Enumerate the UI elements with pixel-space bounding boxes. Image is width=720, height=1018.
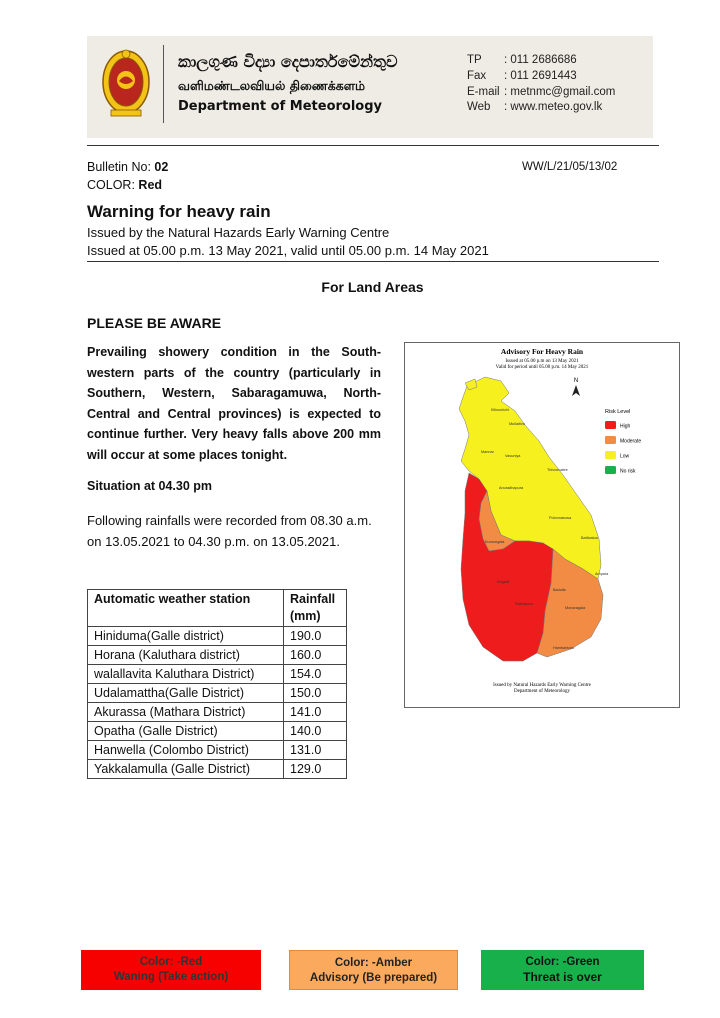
legend-swatch	[605, 436, 616, 444]
contact-label-tp: TP	[467, 54, 482, 66]
table-row	[88, 646, 347, 665]
rainfall-table	[87, 589, 347, 779]
map-issued: Issued at 05.00 p.m on 13 May 2021	[505, 359, 579, 364]
color-key-red	[81, 950, 261, 990]
legend-title: Risk Level	[605, 409, 631, 415]
district-label: Badulla	[553, 588, 566, 592]
org-name-english: Department of Meteorology	[178, 99, 383, 114]
org-name-tamil: வளிமண்டலவியல் திணைக்களம்	[178, 78, 366, 93]
section-heading: For Land Areas	[321, 279, 424, 295]
map-legend	[605, 409, 630, 415]
station-cell: Hanwella (Colombo District)	[88, 741, 284, 760]
district-label: Ratnapura	[515, 602, 533, 606]
table-row	[88, 703, 347, 722]
table-row	[88, 760, 347, 779]
north-label: N	[573, 378, 579, 384]
station-cell: Udalamattha(Galle District)	[88, 684, 284, 703]
color-key-green	[481, 950, 644, 990]
legend-swatch	[605, 421, 616, 429]
contact-label-fax: Fax	[467, 70, 487, 82]
legend-label: No risk	[620, 468, 636, 475]
color-key-green-desc: Threat is over	[523, 970, 602, 984]
sri-lanka-emblem-icon	[101, 48, 151, 120]
bulletin-reference: WW/L/21/05/13/02	[522, 161, 618, 173]
warning-title: Warning for heavy rain	[87, 202, 271, 221]
station-cell: Opatha (Galle District)	[88, 722, 284, 741]
table-row	[88, 627, 347, 646]
rainfall-cell: 140.0	[284, 722, 347, 741]
map-title: Advisory For Heavy Rain	[500, 347, 584, 356]
aware-heading: PLEASE BE AWARE	[87, 315, 222, 331]
legend-items	[605, 421, 641, 475]
column-header-station: Automatic weather station	[88, 590, 284, 627]
bulletin-number-label: Bulletin No:	[87, 160, 151, 174]
district-label: Hambantota	[553, 646, 574, 650]
legend-label: Low	[620, 453, 630, 460]
island-map	[459, 377, 603, 661]
district-label: Kegalle	[497, 580, 510, 584]
table-row	[88, 741, 347, 760]
bulletin-color-label: COLOR:	[87, 178, 135, 192]
rainfall-cell: 129.0	[284, 760, 347, 779]
column-header-rainfall: Rainfall (mm)	[284, 590, 347, 627]
rainfall-cell: 131.0	[284, 741, 347, 760]
divider	[87, 261, 659, 262]
rainfall-intro: Following rainfalls were recorded from 08.30 a.m. on 13.05.2021 to 04.30 p.m. on 13.05.2021.	[87, 513, 372, 549]
org-name-sinhala: කාලගුණ විද්‍යා දෙපාර්තමේන්තුව	[178, 52, 398, 71]
color-key-red-desc: Waning (Take action)	[113, 971, 229, 983]
district-label: Mannar	[481, 450, 494, 454]
north-arrow-icon	[572, 378, 580, 396]
rainfall-cell: 141.0	[284, 703, 347, 722]
contact-label-email: E-mail	[467, 86, 500, 98]
color-key-red-title: Color: -Red	[139, 956, 203, 968]
station-cell: Yakkalamulla (Galle District)	[88, 760, 284, 779]
contact-value-web[interactable]: : www.meteo.gov.lk	[504, 101, 603, 113]
situation-heading: Situation at 04.30 pm	[87, 479, 213, 493]
legend-swatch	[605, 466, 616, 474]
header-divider	[163, 45, 164, 123]
bulletin-color	[87, 178, 162, 192]
district-label: Monaragala	[565, 606, 586, 610]
warning-body: Prevailing showery condition in the South-western parts of the country (particularly in Southern, Western, Sabaragamuwa, North-Central and Central provinces) is expected to continue further. Very heavy falls above 200 mm will occur at some places tonight.	[87, 345, 381, 462]
color-key-amber-title: Color: -Amber	[334, 957, 413, 969]
contact-value-fax: : 011 2691443	[504, 70, 577, 82]
contact-value-tp: : 011 2686686	[504, 54, 577, 66]
bulletin-number-value: 02	[154, 160, 169, 174]
color-key-green-title: Color: -Green	[525, 956, 600, 968]
table-row	[88, 684, 347, 703]
issued-at: Issued at 05.00 p.m. 13 May 2021, valid until 05.00 p.m. 14 May 2021	[87, 243, 489, 258]
station-cell: Akurassa (Mathara District)	[88, 703, 284, 722]
station-cell: Hiniduma(Galle district)	[88, 627, 284, 646]
district-label: Ampara	[595, 572, 609, 576]
divider	[87, 145, 659, 146]
district-label: Anuradhapura	[499, 486, 524, 490]
legend-label: High	[620, 423, 631, 430]
map-valid: Valid for period until 05.00 p.m. 14 May 2021	[495, 365, 589, 370]
map-footer-department: Department of Meteorology	[513, 689, 571, 694]
legend-swatch	[605, 451, 616, 459]
contact-value-email[interactable]: : metnmc@gmail.com	[504, 86, 616, 98]
map-footer-centre: Issued by Natural Hazards Early Warning Centre	[493, 683, 591, 688]
district-label: Polonnaruwa	[549, 516, 572, 520]
table-header-row	[88, 590, 347, 627]
bulletin-number	[87, 160, 168, 174]
rainfall-cell: 154.0	[284, 665, 347, 684]
rainfall-cell: 160.0	[284, 646, 347, 665]
district-label: Batticaloa	[581, 536, 598, 540]
color-key-amber-desc: Advisory (Be prepared)	[309, 972, 438, 984]
station-cell: walallavita Kaluthara District)	[88, 665, 284, 684]
rainfall-cell: 190.0	[284, 627, 347, 646]
rainfall-cell: 150.0	[284, 684, 347, 703]
district-label: Vavuniya	[505, 454, 521, 458]
color-key-amber	[289, 950, 458, 990]
station-cell: Horana (Kaluthara district)	[88, 646, 284, 665]
issued-by: Issued by the Natural Hazards Early Warning Centre	[87, 225, 390, 240]
district-label: Kurunegala	[485, 540, 505, 544]
bulletin-color-value: Red	[138, 178, 163, 192]
legend-label: Moderate	[620, 438, 642, 445]
district-label: Kilinochchi	[491, 408, 510, 412]
table-row	[88, 722, 347, 741]
table-row	[88, 665, 347, 684]
contact-label-web: Web	[467, 101, 491, 113]
district-label: Trincomalee	[547, 468, 568, 472]
advisory-map	[404, 342, 680, 708]
sri-lanka-risk-map	[405, 343, 679, 707]
district-label: Mullaitivu	[509, 422, 525, 426]
